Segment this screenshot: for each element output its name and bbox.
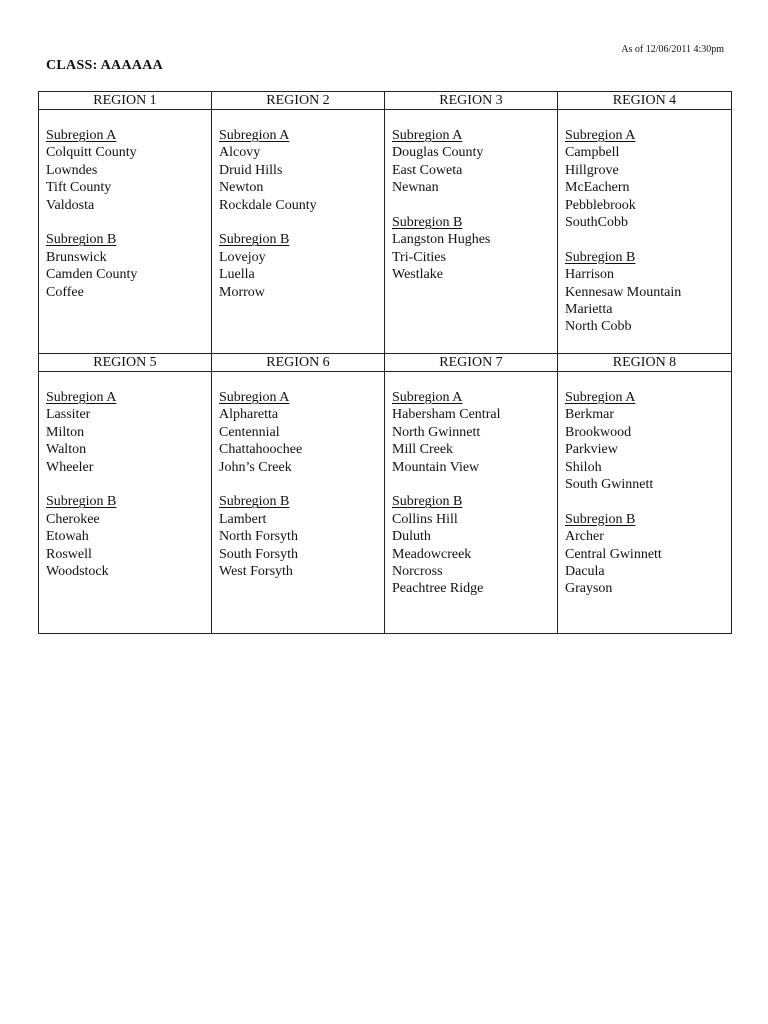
team-name: Langston Hughes [392,232,491,248]
team-name: Rockdale County [219,197,317,213]
region-3-header: REGION 3 [385,92,558,110]
team-name: Duluth [392,529,431,545]
subregion-title: Subregion A [392,128,463,143]
subregion-block [565,511,731,598]
subregion-block [219,493,384,580]
team-name: Walton [46,442,87,458]
subregion-block [392,389,557,476]
team-name: Alcovy [219,145,261,161]
team-name: Habersham Central [392,407,501,423]
team-name: Druid Hills [219,162,283,178]
region-5-header: REGION 5 [39,354,212,372]
team-name: Parkview [565,442,618,458]
team-name: North Gwinnett [392,424,481,440]
team-name: Newnan [392,180,439,196]
team-name: SouthCobb [565,215,629,231]
region-2-cell [212,110,385,354]
subregion-title: Subregion A [565,128,636,143]
region-7-header: REGION 7 [385,354,558,372]
subregion-title: Subregion B [565,511,636,527]
region-4-cell [558,110,732,354]
subregion-block [392,493,557,597]
subregion-title: Subregion B [392,494,463,510]
team-name: North Forsyth [219,529,298,545]
team-name: Mountain View [392,459,480,475]
team-name: Berkmar [565,407,614,423]
team-name: Luella [219,267,255,283]
team-name: Kennesaw Mountain [565,284,682,300]
team-name: Douglas County [392,145,484,161]
team-name: Etowah [46,529,89,545]
subregion-block [392,214,557,284]
region-1-header: REGION 1 [39,92,212,110]
team-name: Shiloh [565,459,602,475]
subregion-block [565,127,731,231]
team-name: Lovejoy [219,249,266,265]
team-name: Valdosta [46,197,95,213]
subregion-block [219,231,384,301]
region-table [38,91,732,634]
team-name: Collins Hill [392,511,458,527]
region-3-cell [385,110,558,354]
team-name: Meadowcreek [392,546,472,562]
subregion-title: Subregion B [392,215,463,231]
team-name: Norcross [392,564,443,580]
subregion-title: Subregion B [219,494,290,510]
team-name: Centennial [219,424,280,440]
team-name: Roswell [46,546,92,562]
team-name: Central Gwinnett [565,546,662,562]
team-name: Brunswick [46,249,107,265]
team-name: Morrow [219,284,265,300]
subregion-title: Subregion B [46,232,117,248]
as-of-timestamp: As of 12/06/2011 4:30pm [621,44,724,55]
subregion-block [46,231,211,301]
team-name: Newton [219,180,264,196]
team-name: Lambert [219,511,267,527]
subregion-title: Subregion A [219,128,290,143]
subregion-title: Subregion B [565,249,636,265]
team-name: Wheeler [46,459,94,475]
region-6-cell [212,372,385,634]
team-name: South Forsyth [219,546,298,562]
subregion-title: Subregion A [565,390,636,405]
team-name: Archer [565,529,604,545]
region-4-header: REGION 4 [558,92,732,110]
subregion-block [46,127,211,214]
team-name: Marietta [565,302,613,318]
region-header-row [39,92,732,110]
team-name: Tri-Cities [392,249,446,265]
subregion-title: Subregion A [392,390,463,405]
team-name: East Coweta [392,162,463,178]
team-name: Cherokee [46,511,100,527]
team-name: Colquitt County [46,145,137,161]
subregion-block [565,249,731,336]
subregion-block [46,493,211,580]
team-name: North Cobb [565,319,632,335]
subregion-block [565,389,731,493]
region-body-row [39,110,732,354]
team-name: Harrison [565,267,614,283]
subregion-title: Subregion B [46,494,117,510]
team-name: Westlake [392,267,443,283]
team-name: Lowndes [46,162,98,178]
region-7-cell [385,372,558,634]
subregion-title: Subregion A [46,390,117,405]
team-name: Alpharetta [219,407,279,423]
team-name: Woodstock [46,564,109,580]
region-1-cell [39,110,212,354]
region-8-cell [558,372,732,634]
region-6-header: REGION 6 [212,354,385,372]
subregion-title: Subregion A [219,390,290,405]
team-name: Camden County [46,267,138,283]
team-name: Brookwood [565,424,632,440]
team-name: McEachern [565,180,630,196]
region-8-header: REGION 8 [558,354,732,372]
team-name: Dacula [565,564,605,580]
subregion-block [219,127,384,214]
team-name: South Gwinnett [565,477,654,493]
region-header-row [39,354,732,372]
team-name: Milton [46,424,85,440]
team-name: West Forsyth [219,564,293,580]
team-name: Pebblebrook [565,197,636,213]
subregion-title: Subregion A [46,128,117,143]
class-heading: CLASS: AAAAAA [46,58,164,73]
team-name: Mill Creek [392,442,454,458]
subregion-block [46,389,211,476]
subregion-block [392,127,557,197]
team-name: Hillgrove [565,162,619,178]
subregion-block [219,389,384,476]
team-name: Campbell [565,145,620,161]
subregion-title: Subregion B [219,232,290,248]
team-name: Peachtree Ridge [392,581,484,597]
region-5-cell [39,372,212,634]
team-name: Tift County [46,180,112,196]
team-name: Grayson [565,581,613,597]
region-body-row [39,372,732,634]
team-name: Coffee [46,284,84,300]
team-name: Lassiter [46,407,91,423]
region-2-header: REGION 2 [212,92,385,110]
team-name: Chattahoochee [219,442,303,458]
team-name: John’s Creek [219,459,292,475]
